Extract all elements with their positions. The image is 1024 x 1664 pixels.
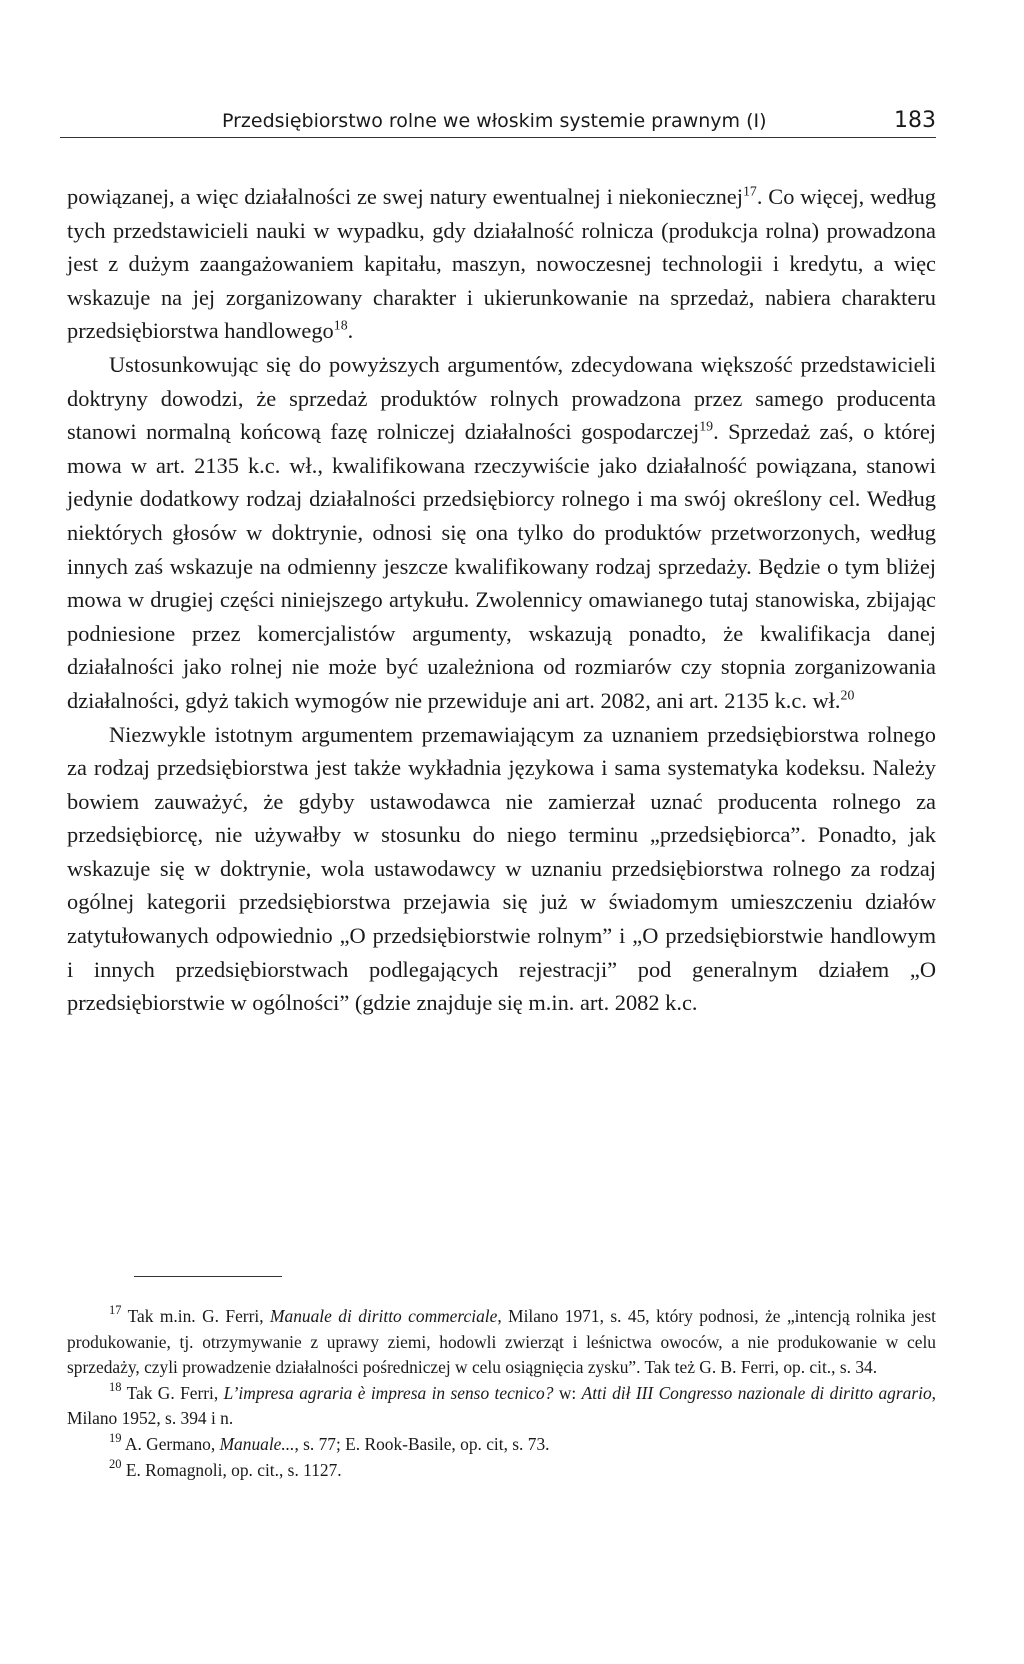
footnote-ref-19: 19	[699, 419, 714, 435]
footnote-ref-20: 20	[840, 688, 855, 704]
footnote-17: $^{17}$ Tak m.in. G. Ferri, Manuale di diritto commerciale, Milano 1971, s. 45, który podnosi, że „intencją rolnika jest produkowanie, tj. otrzymywanie z uprawy ziemi, hodowli zwierząt i leśnictwa owoców, a nie produkowanie w celu sprzedaży, czyli prowadzenie działalności pośredniczej w celu osiągnięcia zysku”. Tak też G. B. Ferri, op. cit., s. 34.	[67, 1303, 936, 1378]
footnote-ref-18: 18	[333, 318, 348, 334]
footnote-19: $^{19}$ A. Germano, Manuale..., s. 77; E. Rook-Basile, op. cit, s. 73.	[109, 1431, 550, 1454]
body-text	[67, 180, 936, 1020]
paragraph-1: powiązanej, a więc działalności ze swej natury ewentualnej i niekoniecznej$^{17}$. Co więcej, według tych przedstawicieli nauki w wypadku, gdy działalność rolnicza (produkcja rolna) prowadzona jest z dużym zaangażowaniem kapitału, maszyn, nowoczesnej technologii i kredytu, a więc wskazuje na jej zorganizowany charakter i ukierunkowanie na sprzedaż, nabiera charakteru przedsiębiorstwa handlowego$^{18}$.	[67, 184, 936, 344]
header-rule	[60, 137, 936, 138]
paragraph-3: Niezwykle istotnym argumentem przemawiającym za uznaniem przedsiębiorstwa rolnego za rodzaj przedsiębiorstwa jest także wykładnia językowa i sama systematyka kodeksu. Należy bowiem zauważyć, że gdyby ustawodawca nie zamierzał uznać producenta rolnego za przedsiębiorcę, nie używałby w stosunku do niego terminu „przedsiębiorca”. Ponadto, jak wskazuje się w doktrynie, wola ustawodawcy w uznaniu przedsiębiorstwa rolnego za rodzaj ogólnej kategorii przedsiębiorstwa przejawia się już w świadomym umieszczeniu działów zatytułowanych odpowiednio „O przedsiębiorstwie rolnym” i „O przedsiębiorstwie handlowym i innych przedsiębiorstwach podlegających rejestracji” pod generalnym działem „O przedsiębiorstwie w ogólności” (gdzie znajduje się m.in. art. 2082 k.c.	[67, 721, 936, 1016]
footnote-20: $^{20}$ E. Romagnoli, op. cit., s. 1127.	[109, 1456, 342, 1480]
footnote-ref-17: 17	[742, 184, 757, 200]
running-title: Przedsiębiorstwo rolne we włoskim systemie prawnym (I)	[222, 110, 767, 132]
paragraph-2: Ustosunkowując się do powyższych argumentów, zdecydowana większość przedstawicieli doktryny dowodzi, że sprzedaż produktów rolnych prowadzona przez samego producenta stanowi normalną końcową fazę rolniczej działalności gospodarczej$^{19}$. Sprzedaż zaś, o której mowa w art. 2135 k.c. wł., kwalifikowana rzeczywiście jako działalność powiązana, stanowi jedynie dodatkowy rodzaj działalności przedsiębiorcy rolnego i ma swój określony cel. Według niektórych głosów w doktrynie, odnosi się ona tylko do produktów przetworzonych, według innych zaś wskazuje na odmienny jeszcze kwalifikowany rodzaj sprzedaży. Będzie o tym bliżej mowa w drugiej części niniejszego artykułu. Zwolennicy omawianego tutaj stanowiska, zbijając podniesione przez komercjalistów argumenty, wskazują ponadto, że kwalifikacja danej działalności jako rolnej nie może być uzależniona od rozmiarów czy stopnia zorganizowania działalności, gdyż takich wymogów nie przewiduje ani art. 2082, ani art. 2135 k.c. wł.$^{20}$	[67, 351, 936, 713]
footnote-separator	[134, 1276, 282, 1277]
footnote-18: $^{18}$ Tak G. Ferri, L’impresa agraria è impresa in senso tecnico? w: Atti dił III Congresso nazionale di diritto agrario, Milano 1952, s. 394 i n.	[67, 1380, 936, 1429]
footnotes	[67, 1304, 936, 1483]
page-number: 183	[894, 108, 936, 133]
